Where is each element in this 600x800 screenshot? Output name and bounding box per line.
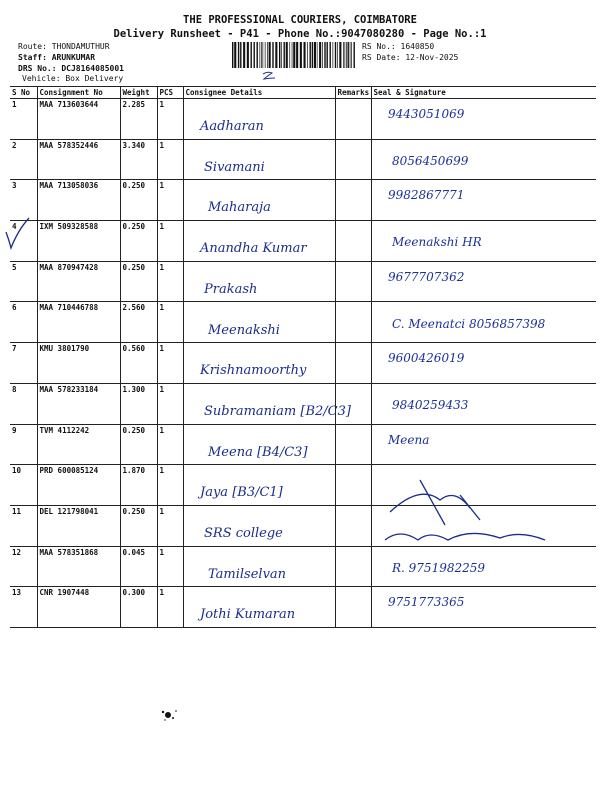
- weight-cell: 1.870: [120, 465, 157, 506]
- handwritten-signature: C. Meenatci 8056857398: [392, 316, 546, 331]
- consignment-cell: MAA 710446788: [37, 302, 120, 343]
- consignment-cell: KMU 3801790: [37, 343, 120, 384]
- document-subtitle: Delivery Runsheet - P41 - Phone No.:9047080280 - Page No.:1: [113, 28, 487, 40]
- pcs-cell: 1: [157, 546, 183, 587]
- handwritten-signature: 9751773365: [388, 595, 465, 610]
- consignment-cell: MAA 578351868: [37, 546, 120, 587]
- pcs-cell: 1: [157, 221, 183, 262]
- route-label: Route: THONDAMUTHUR: [18, 42, 110, 51]
- sno-cell: 8: [10, 383, 37, 424]
- consignment-cell: DEL 121798041: [37, 505, 120, 546]
- sno-cell: 7: [10, 343, 37, 384]
- consignment-cell: IXM 509328588: [37, 221, 120, 262]
- handwritten-signature: 9677707362: [388, 269, 465, 284]
- consignment-cell: MAA 713603644: [37, 99, 120, 140]
- column-header: Consignee Details: [183, 87, 335, 99]
- pcs-cell: 1: [157, 180, 183, 221]
- handwritten-consignee: SRS college: [204, 526, 283, 541]
- consignment-cell: TVM 4112242: [37, 424, 120, 465]
- column-header: Consignment No: [37, 87, 120, 99]
- consignment-cell: MAA 578352446: [37, 139, 120, 180]
- weight-cell: 0.250: [120, 505, 157, 546]
- weight-cell: 0.250: [120, 221, 157, 262]
- sno-cell: 12: [10, 546, 37, 587]
- column-header: Seal & Signature: [373, 88, 446, 97]
- handwritten-signature: 9840259433: [392, 397, 469, 412]
- pcs-cell: 1: [157, 261, 183, 302]
- pcs-cell: 1: [157, 343, 183, 384]
- handwritten-consignee: Prakash: [204, 281, 258, 297]
- weight-cell: 0.250: [120, 180, 157, 221]
- weight-cell: 2.560: [120, 302, 157, 343]
- sno-cell: 4: [10, 221, 37, 262]
- weight-cell: 2.285: [120, 99, 157, 140]
- handwritten-signature: 9443051069: [388, 107, 465, 121]
- sno-cell: 5: [10, 261, 37, 302]
- sno-cell: 11: [10, 505, 37, 546]
- sno-cell: 3: [10, 180, 37, 221]
- handwritten-signature: 9600426019: [388, 351, 465, 366]
- handwritten-consignee: Subramaniam [B2/C3]: [204, 403, 351, 419]
- column-header: S No: [10, 87, 37, 99]
- consignment-cell: PRD 600085124: [37, 465, 120, 506]
- weight-cell: 0.300: [120, 587, 157, 628]
- pcs-cell: 1: [157, 139, 183, 180]
- handwritten-consignee: Jaya [B3/C1]: [200, 485, 283, 501]
- weight-cell: 3.340: [120, 139, 157, 180]
- consignment-cell: MAA 870947428: [37, 261, 120, 302]
- column-header: Remarks: [335, 87, 371, 99]
- sno-cell: 9: [10, 424, 37, 465]
- pcs-cell: 1: [157, 99, 183, 140]
- weight-cell: 0.045: [120, 546, 157, 587]
- pcs-cell: 1: [157, 302, 183, 343]
- rs-date: RS Date: 12-Nov-2025: [362, 53, 459, 62]
- rs-number: RS No.: 1640850: [362, 42, 435, 51]
- handwritten-consignee: Meena [B4/C3]: [208, 444, 308, 460]
- pcs-cell: 1: [157, 505, 183, 546]
- handwritten-signature: Meenakshi HR: [392, 235, 482, 250]
- handwritten-signature: 9982867771: [388, 188, 465, 203]
- handwritten-signature: 8056450699: [392, 153, 469, 168]
- staff-label: Staff: ARUNKUMAR: [18, 53, 96, 62]
- column-header: PCS: [157, 87, 183, 99]
- weight-cell: 0.250: [120, 261, 157, 302]
- handwritten-signature: R. 9751982259: [392, 560, 486, 575]
- sno-cell: 13: [10, 587, 37, 628]
- vehicle-label: Vehicle: Box Delivery: [22, 74, 124, 83]
- consignment-cell: CNR 1907448: [37, 587, 120, 628]
- drs-number: DRS No.: DCJ8164085001: [18, 64, 124, 73]
- weight-cell: 0.250: [120, 424, 157, 465]
- column-header: Weight: [120, 87, 157, 99]
- weight-cell: 0.560: [120, 343, 157, 384]
- handwritten-consignee: Jothi Kumaran: [200, 607, 296, 623]
- handwritten-signature: Meena: [388, 432, 430, 447]
- handwritten-consignee: Anandha Kumar: [200, 241, 307, 257]
- sno-cell: 6: [10, 302, 37, 343]
- document-title: THE PROFESSIONAL COURIERS, COIMBATORE: [183, 14, 417, 26]
- consignment-cell: MAA 713058036: [37, 180, 120, 221]
- pcs-cell: 1: [157, 465, 183, 506]
- weight-cell: 1.300: [120, 383, 157, 424]
- handwritten-consignee: Meenakshi: [208, 322, 280, 338]
- handwritten-consignee: Aadharan: [200, 119, 264, 134]
- sno-cell: 10: [10, 465, 37, 506]
- pcs-cell: 1: [157, 383, 183, 424]
- handwritten-consignee: Maharaja: [208, 200, 271, 216]
- pcs-cell: 1: [157, 587, 183, 628]
- handwritten-consignee: Krishnamoorthy: [200, 363, 307, 379]
- sno-cell: 1: [10, 99, 37, 140]
- handwritten-consignee: Sivamani: [204, 159, 265, 175]
- handwritten-consignee: Tamilselvan: [208, 566, 287, 582]
- pcs-cell: 1: [157, 424, 183, 465]
- consignment-cell: MAA 578233184: [37, 383, 120, 424]
- sno-cell: 2: [10, 139, 37, 180]
